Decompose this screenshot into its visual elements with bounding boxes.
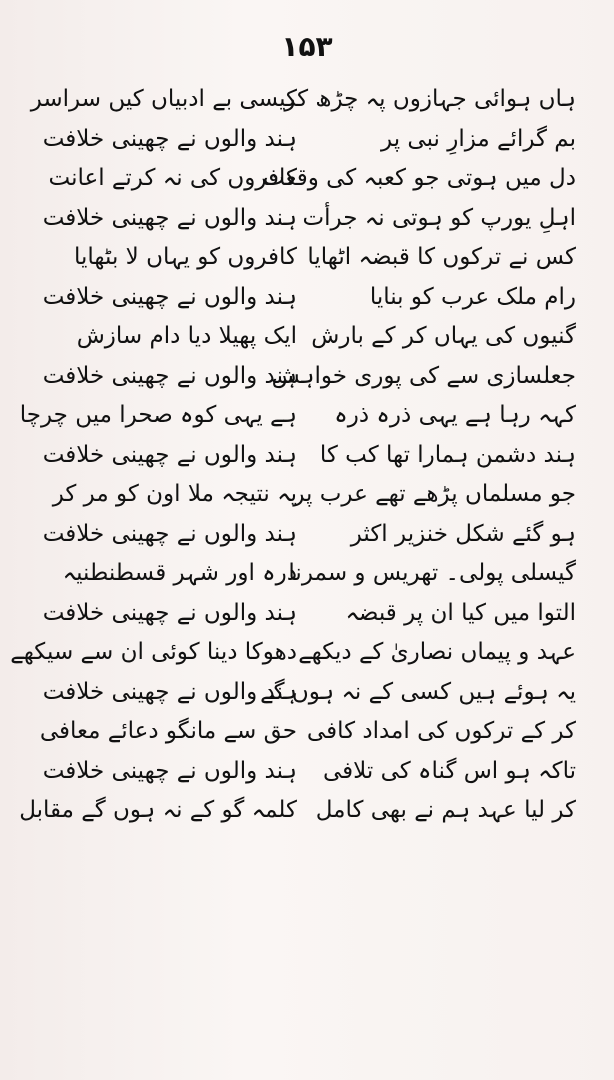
left-refrain-line-7: ہند والوں نے چھینی خلافت — [42, 599, 297, 626]
right-verse-line-17: کر کے ترکوں کی امداد کافی — [306, 718, 576, 745]
right-verse-line-10: ہند دشمن ہمارا تھا کب کا — [319, 441, 576, 468]
right-verse-column — [260, 80, 576, 831]
left-verse-line-2: کافروں کی نہ کرتے اعانت — [48, 165, 297, 192]
right-verse-line-16: یہ ہوئے ہیں کسی کے نہ ہوں گے — [260, 678, 576, 705]
left-verse-line-10: کلمہ گو کے نہ ہوں گے مقابل — [19, 797, 297, 824]
left-verse-line-4: ایک پھیلا دیا دام سازش — [76, 323, 297, 350]
left-verse-line-7: درہ اور شہر قسطنطنیہ — [62, 560, 297, 587]
left-refrain-line-4: ہند والوں نے چھینی خلافت — [42, 362, 297, 389]
left-refrain-line-9: ہند والوں نے چھینی خلافت — [42, 757, 297, 784]
right-verse-line-2: بم گرائے مزارِ نبی پر — [381, 125, 576, 152]
left-verse-line-3: کافروں کو یہاں لا بٹھایا — [74, 244, 297, 271]
right-verse-line-12: ہو گئے شکل خنزیر اکثر — [350, 520, 576, 547]
right-verse-line-1: ہاں ہوائی جہازوں پہ چڑھ کر — [284, 86, 576, 113]
right-verse-line-4: اہلِ یورپ کو ہوتی نہ جرأت — [302, 204, 576, 231]
right-verse-line-8: جعلسازی سے کی پوری خواہش — [271, 362, 576, 389]
left-refrain-line-2: ہند والوں نے چھینی خلافت — [42, 204, 297, 231]
left-refrain-line-6: ہند والوں نے چھینی خلافت — [42, 520, 297, 547]
left-verse-line-5: ہے یہی کوہ صحرا میں چرچا — [19, 402, 297, 429]
left-verse-line-1: کیسی بے ادبیاں کیں سراسر — [30, 86, 297, 113]
right-verse-line-15: عہد و پیماں نصاریٰ کے دیکھے — [298, 639, 576, 666]
right-verse-line-9: کہہ رہا ہے یہی ذرہ ذرہ — [334, 402, 576, 429]
page-number: ۱۵۳ — [281, 30, 333, 63]
left-verse-line-8: دھوکا دینا کوئی ان سے سیکھے — [10, 639, 297, 666]
right-verse-line-5: کس نے ترکوں کا قبضہ اٹھایا — [307, 244, 576, 271]
left-refrain-line-5: ہند والوں نے چھینی خلافت — [42, 441, 297, 468]
right-verse-line-13: گیسلی پولی۔ تھریس و سمرنا — [288, 560, 576, 587]
right-verse-line-18: تاکہ ہو اس گناہ کی تلافی — [323, 757, 576, 784]
right-verse-line-11: جو مسلماں پڑھے تھے عرب پر — [293, 481, 576, 508]
left-verse-line-6: یہ نتیجہ ملا اون کو مر کر — [52, 481, 297, 508]
right-verse-line-19: کر لیا عہد ہم نے بھی کامل — [315, 797, 576, 824]
right-verse-line-3: دل میں ہوتی جو کعبہ کی وقعت — [263, 165, 576, 192]
right-verse-line-6: رام ملک عرب کو بنایا — [369, 283, 576, 310]
left-verse-column — [10, 80, 297, 831]
right-verse-line-14: التوا میں کیا ان پر قبضہ — [345, 599, 576, 626]
left-refrain-line-1: ہند والوں نے چھینی خلافت — [42, 125, 297, 152]
left-refrain-line-3: ہند والوں نے چھینی خلافت — [42, 283, 297, 310]
left-verse-line-9: حق سے مانگو دعائے معافی — [39, 718, 297, 745]
right-verse-line-7: گنیوں کی یہاں کر کے بارش — [311, 323, 576, 350]
left-refrain-line-8: ہند والوں نے چھینی خلافت — [42, 678, 297, 705]
